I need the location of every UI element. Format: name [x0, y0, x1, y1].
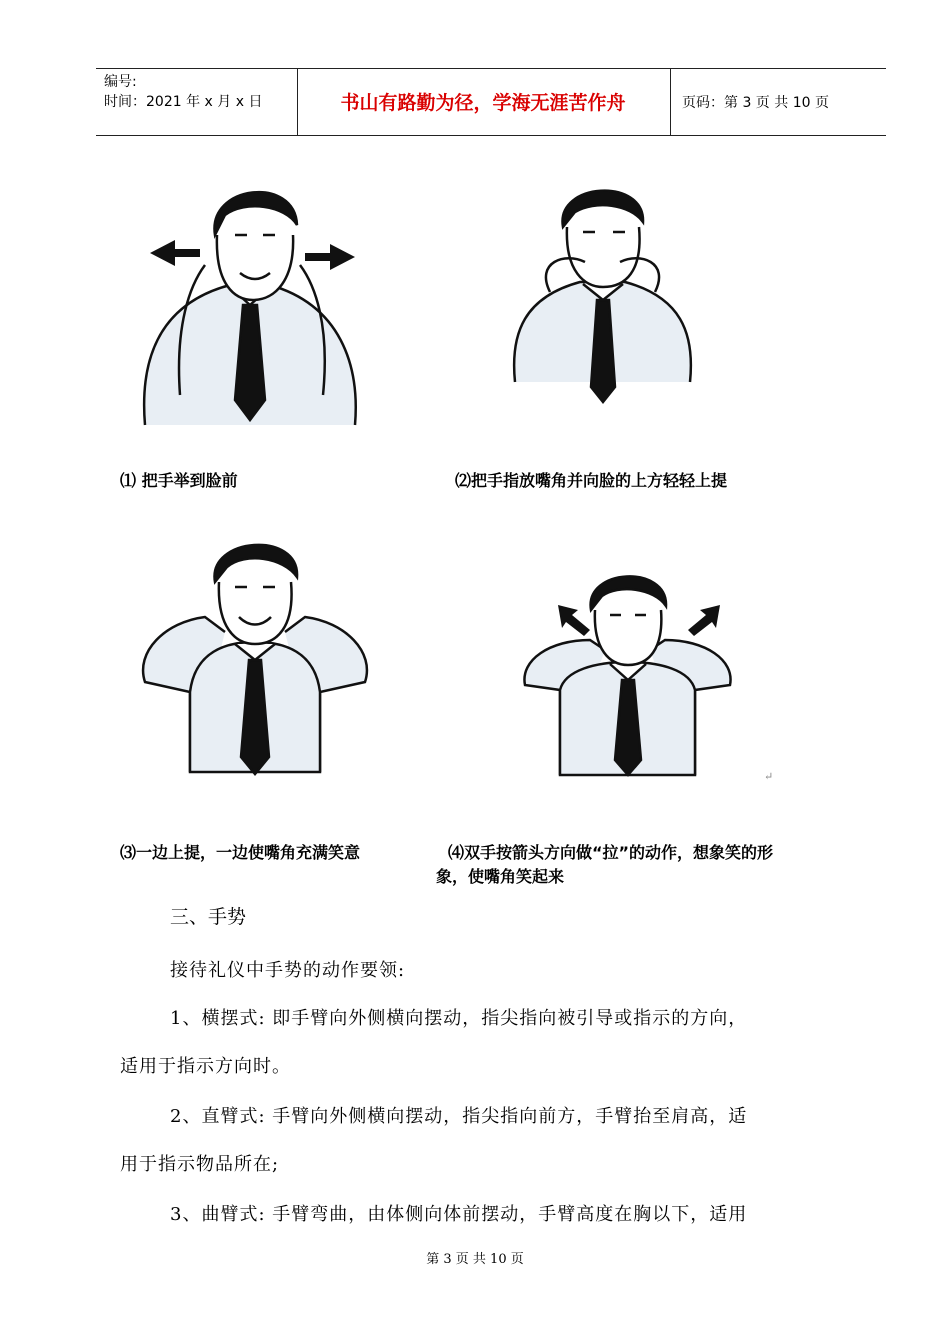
caption-step-2: ⑵把手指放嘴角并向脸的上方轻轻上提 [455, 471, 728, 490]
header-left [104, 72, 262, 112]
caption-step-1: ⑴ 把手举到脸前 [120, 471, 238, 490]
figure-hands-to-face [135, 165, 365, 430]
figure-fingers-at-mouth [505, 182, 705, 407]
item-2-line-1: 2、直臂式: 手臂向外侧横向摆动，指尖指向前方，手臂抬至肩高，适 [170, 1106, 748, 1127]
caption-step-4-line2: 象，使嘴角笑起来 [436, 867, 565, 886]
figure-pull-smile [520, 570, 735, 780]
paragraph-mark: ↵ [764, 770, 774, 783]
header-bottom-rule [96, 135, 886, 136]
section-intro: 接待礼仪中手势的动作要领: [170, 960, 406, 981]
figure-smile-lift [135, 532, 375, 777]
item-3-line-1: 3、曲臂式: 手臂弯曲，由体侧向体前摆动，手臂高度在胸以下，适用 [170, 1204, 748, 1225]
caption-step-3: ⑶一边上提，一边使嘴角充满笑意 [120, 843, 361, 862]
number-label: 编号: [104, 74, 137, 90]
item-1-line-1: 1、横摆式: 即手臂向外侧横向摆动，指尖指向被引导或指示的方向， [170, 1008, 748, 1029]
caption-step-4-line1: ⑷双手按箭头方向做“拉”的动作，想象笑的形 [448, 843, 774, 862]
item-2-line-2: 用于指示物品所在; [120, 1154, 280, 1175]
time-label: 时间：2021 年 x 月 x 日 [104, 94, 263, 110]
page-footer: 第 3 页 共 10 页 [426, 1252, 524, 1267]
header-divider [670, 68, 671, 136]
section-heading: 三、手势 [170, 906, 247, 928]
page-info: 页码：第 3 页 共 10 页 [682, 95, 829, 111]
item-1-line-2: 适用于指示方向时。 [120, 1056, 291, 1077]
header-top-rule [96, 68, 886, 69]
header-motto: 书山有路勤为径，学海无涯苦作舟 [340, 92, 626, 114]
